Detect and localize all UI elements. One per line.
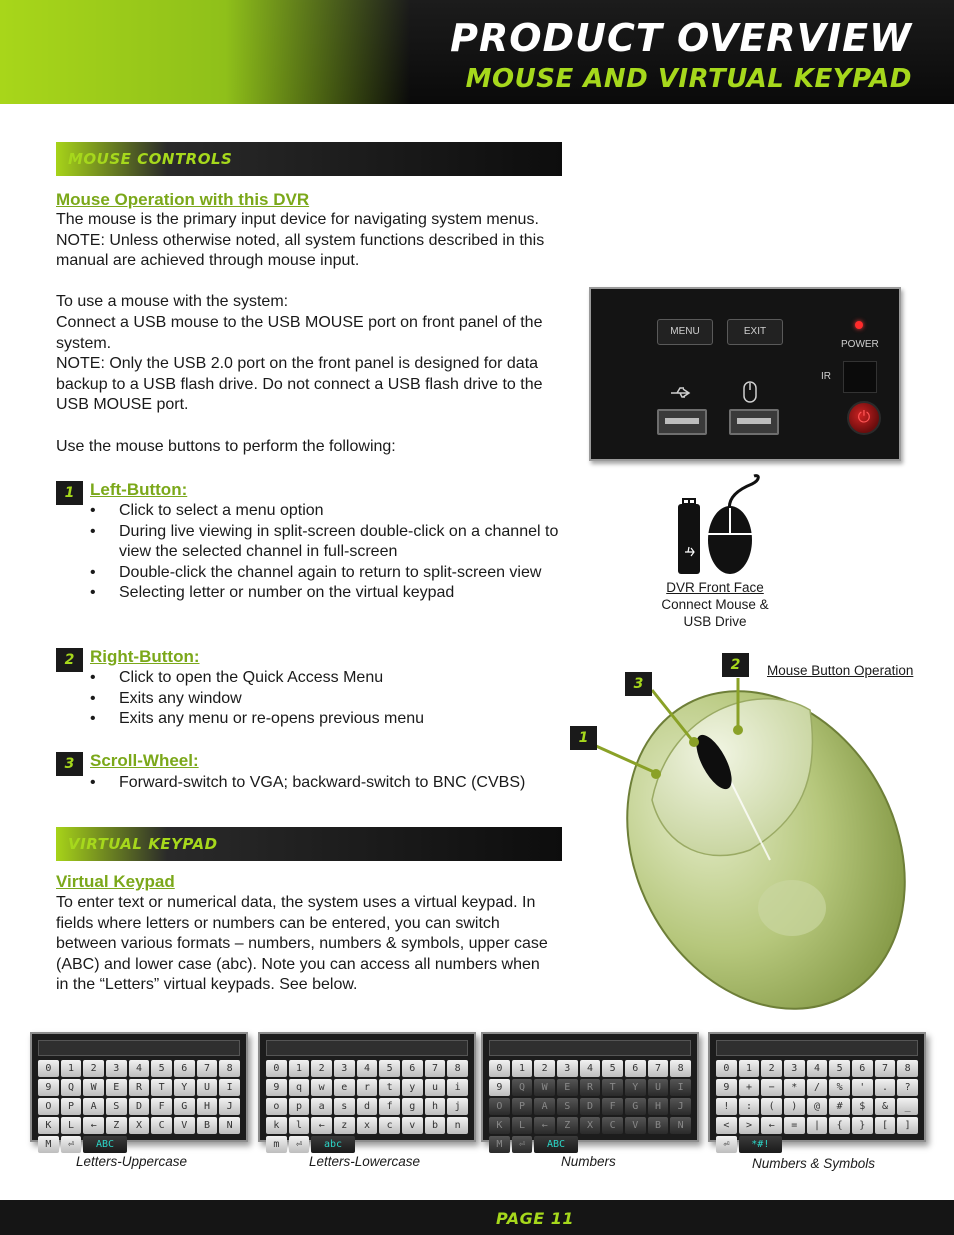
mouse-operation-heading: Mouse Operation with this DVR bbox=[56, 190, 310, 209]
dvr-caption-line: Connect Mouse & bbox=[661, 597, 769, 612]
right-button-heading: Right-Button: bbox=[90, 647, 200, 666]
keypad-key[interactable]: ( bbox=[761, 1098, 782, 1115]
keypad-key[interactable]: T bbox=[602, 1079, 623, 1096]
page-title: PRODUCT OVERVIEW bbox=[450, 16, 912, 60]
keypad-key[interactable]: * bbox=[784, 1079, 805, 1096]
keypad-caption-symbols: Numbers & Symbols bbox=[752, 1156, 876, 1171]
list-item: • Click to open the Quick Access Menu bbox=[90, 668, 570, 689]
keypad-key[interactable]: 5 bbox=[151, 1060, 172, 1077]
keypad-key[interactable]: 7 bbox=[875, 1060, 896, 1077]
keypad-key[interactable]: = bbox=[784, 1117, 805, 1134]
keypad-key[interactable]: 4 bbox=[357, 1060, 378, 1077]
mouse-controls-bar bbox=[56, 142, 562, 176]
keypad-key[interactable]: K bbox=[38, 1117, 59, 1134]
keypad-key[interactable]: X bbox=[580, 1117, 601, 1134]
keypad-key[interactable]: S bbox=[106, 1098, 127, 1115]
keypad-key[interactable]: E bbox=[106, 1079, 127, 1096]
keypad-key[interactable]: | bbox=[807, 1117, 828, 1134]
keypad-key[interactable]: U bbox=[648, 1079, 669, 1096]
keypad-key[interactable]: S bbox=[557, 1098, 578, 1115]
keypad-key[interactable]: ) bbox=[784, 1098, 805, 1115]
power-icon: ⏻ bbox=[847, 401, 881, 435]
paragraph: NOTE: Unless otherwise noted, all system functions described in this manual are achieved through mouse input. bbox=[56, 231, 545, 270]
callout-right-button: 2 bbox=[722, 653, 749, 677]
keypad-key[interactable]: H bbox=[648, 1098, 669, 1115]
keypad-caption-numbers: Numbers bbox=[561, 1154, 616, 1169]
keypad-caption-uppercase: Letters-Uppercase bbox=[76, 1154, 188, 1169]
keypad-key[interactable]: v bbox=[402, 1117, 423, 1134]
mouse-intro-text bbox=[56, 210, 571, 457]
keypad-key[interactable]: B bbox=[197, 1117, 218, 1134]
keypad-key[interactable]: % bbox=[829, 1079, 850, 1096]
power-led-icon bbox=[855, 321, 863, 329]
keypad-key[interactable]: O bbox=[38, 1098, 59, 1115]
page-footer bbox=[0, 1200, 954, 1235]
scroll-wheel-list bbox=[90, 773, 570, 794]
keypad-key[interactable]: C bbox=[602, 1117, 623, 1134]
keypad-key[interactable]: a bbox=[311, 1098, 332, 1115]
keypad-key[interactable]: c bbox=[379, 1117, 400, 1134]
keypad-key[interactable]: q bbox=[289, 1079, 310, 1096]
keypad-key[interactable]: ⏎ bbox=[289, 1136, 310, 1153]
keypad-key[interactable]: : bbox=[739, 1098, 760, 1115]
keypad-key[interactable]: 3 bbox=[334, 1060, 355, 1077]
keypad-key[interactable]: [ bbox=[875, 1117, 896, 1134]
keypad-key[interactable]: P bbox=[61, 1098, 82, 1115]
keypad-key[interactable]: } bbox=[852, 1117, 873, 1134]
list-item: • Click to select a menu option bbox=[90, 501, 570, 522]
keypad-key[interactable]: 1 bbox=[61, 1060, 82, 1077]
keypad-key[interactable]: @ bbox=[807, 1098, 828, 1115]
keypad-key[interactable]: ← bbox=[83, 1117, 104, 1134]
keypad-key[interactable]: 4 bbox=[129, 1060, 150, 1077]
keypad-lowercase bbox=[258, 1032, 476, 1150]
keypad-key[interactable]: p bbox=[289, 1098, 310, 1115]
keypad-key[interactable]: + bbox=[739, 1079, 760, 1096]
keypad-key[interactable]: Y bbox=[174, 1079, 195, 1096]
keypad-key[interactable]: ⏎ bbox=[716, 1136, 737, 1153]
paragraph: Connect a USB mouse to the USB MOUSE port on front panel of the system. bbox=[56, 313, 543, 352]
keypad-key[interactable]: H bbox=[197, 1098, 218, 1115]
usb-mouse-port bbox=[729, 409, 779, 435]
dvr-caption-line: USB Drive bbox=[683, 614, 747, 629]
keypad-key[interactable]: R bbox=[129, 1079, 150, 1096]
keypad-uppercase bbox=[30, 1032, 248, 1150]
keypad-key[interactable]: 2 bbox=[534, 1060, 555, 1077]
keypad-key[interactable]: M bbox=[489, 1136, 510, 1153]
keypad-display bbox=[266, 1040, 468, 1056]
keypad-key[interactable]: 6 bbox=[402, 1060, 423, 1077]
list-item: • Exits any menu or re-opens previous menu bbox=[90, 709, 570, 730]
keypad-key[interactable]: V bbox=[174, 1117, 195, 1134]
keypad-key[interactable]: k bbox=[266, 1117, 287, 1134]
keypad-key[interactable]: ABC bbox=[534, 1136, 577, 1153]
keypad-key[interactable]: 6 bbox=[625, 1060, 646, 1077]
left-button-list bbox=[90, 501, 570, 604]
keypad-key[interactable]: b bbox=[425, 1117, 446, 1134]
keypad-key[interactable]: L bbox=[512, 1117, 533, 1134]
dvr-menu-button: MENU bbox=[657, 319, 713, 345]
keypad-key[interactable]: ← bbox=[761, 1117, 782, 1134]
keypad-key[interactable]: y bbox=[402, 1079, 423, 1096]
keypad-key[interactable]: W bbox=[534, 1079, 555, 1096]
keypad-key[interactable]: A bbox=[534, 1098, 555, 1115]
keypad-key[interactable]: $ bbox=[852, 1098, 873, 1115]
keypad-display bbox=[38, 1040, 240, 1056]
keypad-key[interactable]: n bbox=[447, 1117, 468, 1134]
virtual-keypad-label: VIRTUAL KEYPAD bbox=[68, 835, 218, 853]
keypad-key[interactable]: 8 bbox=[897, 1060, 918, 1077]
keypad-key[interactable]: g bbox=[402, 1098, 423, 1115]
keypad-key[interactable]: Z bbox=[557, 1117, 578, 1134]
keypad-key[interactable]: J bbox=[670, 1098, 691, 1115]
dvr-ir-label: IR bbox=[821, 371, 831, 382]
keypad-key[interactable]: 7 bbox=[197, 1060, 218, 1077]
keypad-key[interactable]: o bbox=[266, 1098, 287, 1115]
keypad-key[interactable]: G bbox=[625, 1098, 646, 1115]
keypad-key[interactable]: z bbox=[334, 1117, 355, 1134]
keypad-key[interactable]: 3 bbox=[557, 1060, 578, 1077]
keypad-key[interactable]: e bbox=[334, 1079, 355, 1096]
dvr-caption-title: DVR Front Face bbox=[666, 580, 764, 595]
keypad-key[interactable]: d bbox=[357, 1098, 378, 1115]
keypad-key[interactable]: 3 bbox=[784, 1060, 805, 1077]
mouse-button-operation-caption: Mouse Button Operation bbox=[767, 663, 914, 678]
mouse-diagram bbox=[560, 650, 954, 1020]
list-item: • Selecting letter or number on the virtual keypad bbox=[90, 583, 570, 604]
keypad-key[interactable]: l bbox=[289, 1117, 310, 1134]
keypad-key[interactable]: 9 bbox=[716, 1079, 737, 1096]
keypad-key[interactable]: 5 bbox=[602, 1060, 623, 1077]
keypad-key[interactable]: − bbox=[761, 1079, 782, 1096]
keypad-grid bbox=[716, 1060, 918, 1153]
keypad-key[interactable]: B bbox=[648, 1117, 669, 1134]
list-item: • Forward-switch to VGA; backward-switch to BNC (CVBS) bbox=[90, 773, 570, 794]
keypad-key[interactable]: 2 bbox=[311, 1060, 332, 1077]
keypad-key[interactable]: F bbox=[151, 1098, 172, 1115]
keypad-caption-lowercase: Letters-Lowercase bbox=[309, 1154, 421, 1169]
keypad-key[interactable]: # bbox=[829, 1098, 850, 1115]
keypad-key[interactable]: i bbox=[447, 1079, 468, 1096]
keypad-key[interactable]: 7 bbox=[648, 1060, 669, 1077]
keypad-grid bbox=[266, 1060, 468, 1153]
keypad-key[interactable]: 2 bbox=[761, 1060, 782, 1077]
keypad-key[interactable]: P bbox=[512, 1098, 533, 1115]
keypad-key[interactable]: G bbox=[174, 1098, 195, 1115]
list-item: • Exits any window bbox=[90, 689, 570, 710]
keypad-key[interactable]: 3 bbox=[106, 1060, 127, 1077]
keypad-numbers-symbols bbox=[708, 1032, 926, 1150]
keypad-key[interactable]: I bbox=[670, 1079, 691, 1096]
keypad-key[interactable]: O bbox=[489, 1098, 510, 1115]
keypad-grid bbox=[38, 1060, 240, 1153]
right-button-list bbox=[90, 668, 570, 730]
keypad-key[interactable]: f bbox=[379, 1098, 400, 1115]
keypad-key[interactable]: . bbox=[875, 1079, 896, 1096]
virtual-keypad-text: To enter text or numerical data, the system uses a virtual keypad. In fields where letters or numbers can be entered, you can switch between various formats – numbers, numbers & symbols, upper case (ABC) and lower case (abc). Note you can access all numbers when in the “Letters” virtual keypads. See below. bbox=[56, 894, 548, 994]
list-item: • Double-click the channel again to return to split-screen view bbox=[90, 563, 570, 584]
keypad-key[interactable]: 0 bbox=[38, 1060, 59, 1077]
dvr-power-label: POWER bbox=[841, 339, 879, 350]
keypad-key[interactable]: 8 bbox=[219, 1060, 240, 1077]
keypad-key[interactable]: ? bbox=[897, 1079, 918, 1096]
usb-drive-and-mouse-icon bbox=[664, 474, 764, 578]
keypad-key[interactable]: ABC bbox=[83, 1136, 126, 1153]
page-header bbox=[0, 0, 954, 104]
keypad-key[interactable]: / bbox=[807, 1079, 828, 1096]
keypad-key[interactable]: 8 bbox=[670, 1060, 691, 1077]
keypad-key[interactable]: X bbox=[129, 1117, 150, 1134]
callout-scroll-wheel: 3 bbox=[625, 672, 652, 696]
keypad-key[interactable]: I bbox=[219, 1079, 240, 1096]
keypad-key[interactable]: 0 bbox=[716, 1060, 737, 1077]
keypad-key[interactable]: ! bbox=[716, 1098, 737, 1115]
keypad-key[interactable]: Q bbox=[61, 1079, 82, 1096]
keypad-key[interactable]: 4 bbox=[807, 1060, 828, 1077]
keypad-key[interactable]: ← bbox=[534, 1117, 555, 1134]
keypad-key[interactable]: 8 bbox=[447, 1060, 468, 1077]
right-button-number: 2 bbox=[56, 648, 83, 672]
keypad-key[interactable]: L bbox=[61, 1117, 82, 1134]
keypad-key[interactable]: 4 bbox=[580, 1060, 601, 1077]
ir-window bbox=[843, 361, 877, 393]
keypad-key[interactable]: s bbox=[334, 1098, 355, 1115]
keypad-key[interactable]: > bbox=[739, 1117, 760, 1134]
keypad-display bbox=[716, 1040, 918, 1056]
keypad-key[interactable]: R bbox=[580, 1079, 601, 1096]
keypad-key[interactable]: 5 bbox=[829, 1060, 850, 1077]
keypad-key[interactable]: T bbox=[151, 1079, 172, 1096]
keypad-key[interactable]: N bbox=[219, 1117, 240, 1134]
page-subtitle: MOUSE AND VIRTUAL KEYPAD bbox=[465, 64, 912, 94]
list-item: • During live viewing in split-screen double-click on a channel to view the selected channel in full-screen bbox=[90, 522, 570, 563]
mouse-controls-label: MOUSE CONTROLS bbox=[68, 150, 233, 168]
keypad-key[interactable]: r bbox=[357, 1079, 378, 1096]
keypad-numbers bbox=[481, 1032, 699, 1150]
keypad-key[interactable]: 2 bbox=[83, 1060, 104, 1077]
dvr-caption bbox=[640, 579, 790, 630]
callout-left-button: 1 bbox=[570, 726, 597, 750]
keypad-key[interactable]: t bbox=[379, 1079, 400, 1096]
keypad-key[interactable]: _ bbox=[897, 1098, 918, 1115]
keypad-key[interactable]: 1 bbox=[739, 1060, 760, 1077]
keypad-key[interactable]: 6 bbox=[852, 1060, 873, 1077]
keypad-key[interactable]: W bbox=[83, 1079, 104, 1096]
keypad-key[interactable]: U bbox=[197, 1079, 218, 1096]
keypad-key[interactable]: < bbox=[716, 1117, 737, 1134]
keypad-key[interactable]: 9 bbox=[489, 1079, 510, 1096]
keypad-key[interactable]: 0 bbox=[266, 1060, 287, 1077]
keypad-key[interactable]: J bbox=[219, 1098, 240, 1115]
keypad-key[interactable]: 1 bbox=[512, 1060, 533, 1077]
keypad-key[interactable]: 6 bbox=[174, 1060, 195, 1077]
keypad-key[interactable]: 7 bbox=[425, 1060, 446, 1077]
keypad-key[interactable]: 9 bbox=[38, 1079, 59, 1096]
keypad-key[interactable]: Q bbox=[512, 1079, 533, 1096]
keypad-key[interactable]: 9 bbox=[266, 1079, 287, 1096]
keypad-key[interactable]: ⏎ bbox=[61, 1136, 82, 1153]
header-accent bbox=[0, 0, 410, 104]
keypad-key[interactable]: Z bbox=[106, 1117, 127, 1134]
keypad-display bbox=[489, 1040, 691, 1056]
keypad-key[interactable]: abc bbox=[311, 1136, 354, 1153]
keypad-key[interactable]: D bbox=[129, 1098, 150, 1115]
keypad-key[interactable]: M bbox=[38, 1136, 59, 1153]
dvr-exit-button: EXIT bbox=[727, 319, 783, 345]
keypad-key[interactable]: 1 bbox=[289, 1060, 310, 1077]
keypad-key[interactable]: 0 bbox=[489, 1060, 510, 1077]
paragraph: Use the mouse buttons to perform the following: bbox=[56, 437, 396, 455]
keypad-key[interactable]: E bbox=[557, 1079, 578, 1096]
keypad-key[interactable]: ] bbox=[897, 1117, 918, 1134]
keypad-key[interactable]: *#! bbox=[739, 1136, 782, 1153]
keypad-key[interactable]: K bbox=[489, 1117, 510, 1134]
paragraph: To use a mouse with the system: bbox=[56, 293, 289, 311]
virtual-keypad-bar bbox=[56, 827, 562, 861]
keypad-key[interactable]: Y bbox=[625, 1079, 646, 1096]
keypad-key[interactable]: C bbox=[151, 1117, 172, 1134]
usb-icon bbox=[669, 385, 693, 401]
keypad-key[interactable]: V bbox=[625, 1117, 646, 1134]
scroll-wheel-number: 3 bbox=[56, 752, 83, 776]
keypad-key[interactable]: { bbox=[829, 1117, 850, 1134]
scroll-wheel-heading: Scroll-Wheel: bbox=[90, 751, 199, 770]
page-number: PAGE 11 bbox=[496, 1209, 575, 1228]
left-button-number: 1 bbox=[56, 481, 83, 505]
keypad-key[interactable]: w bbox=[311, 1079, 332, 1096]
keypad-key[interactable]: u bbox=[425, 1079, 446, 1096]
usb-port bbox=[657, 409, 707, 435]
keypad-key[interactable]: F bbox=[602, 1098, 623, 1115]
keypad-key[interactable]: ⏎ bbox=[512, 1136, 533, 1153]
keypad-key[interactable]: A bbox=[83, 1098, 104, 1115]
keypad-key[interactable]: m bbox=[266, 1136, 287, 1153]
keypad-key[interactable]: ← bbox=[311, 1117, 332, 1134]
left-button-heading: Left-Button: bbox=[90, 480, 188, 499]
keypad-key[interactable]: j bbox=[447, 1098, 468, 1115]
dvr-front-panel bbox=[589, 287, 901, 461]
keypad-grid bbox=[489, 1060, 691, 1153]
paragraph: NOTE: Only the USB 2.0 port on the front panel is designed for data backup to a USB flash drive. Do not connect a USB flash drive to the USB MOUSE port. bbox=[56, 355, 543, 414]
keypad-key[interactable]: x bbox=[357, 1117, 378, 1134]
keypad-key[interactable]: & bbox=[875, 1098, 896, 1115]
keypad-key[interactable]: D bbox=[580, 1098, 601, 1115]
mouse-port-icon bbox=[743, 381, 757, 403]
keypad-key[interactable]: h bbox=[425, 1098, 446, 1115]
virtual-keypad-heading: Virtual Keypad bbox=[56, 872, 175, 891]
keypad-key[interactable]: 5 bbox=[379, 1060, 400, 1077]
paragraph: The mouse is the primary input device for navigating system menus. bbox=[56, 211, 539, 228]
keypad-key[interactable]: ' bbox=[852, 1079, 873, 1096]
keypad-key[interactable]: N bbox=[670, 1117, 691, 1134]
